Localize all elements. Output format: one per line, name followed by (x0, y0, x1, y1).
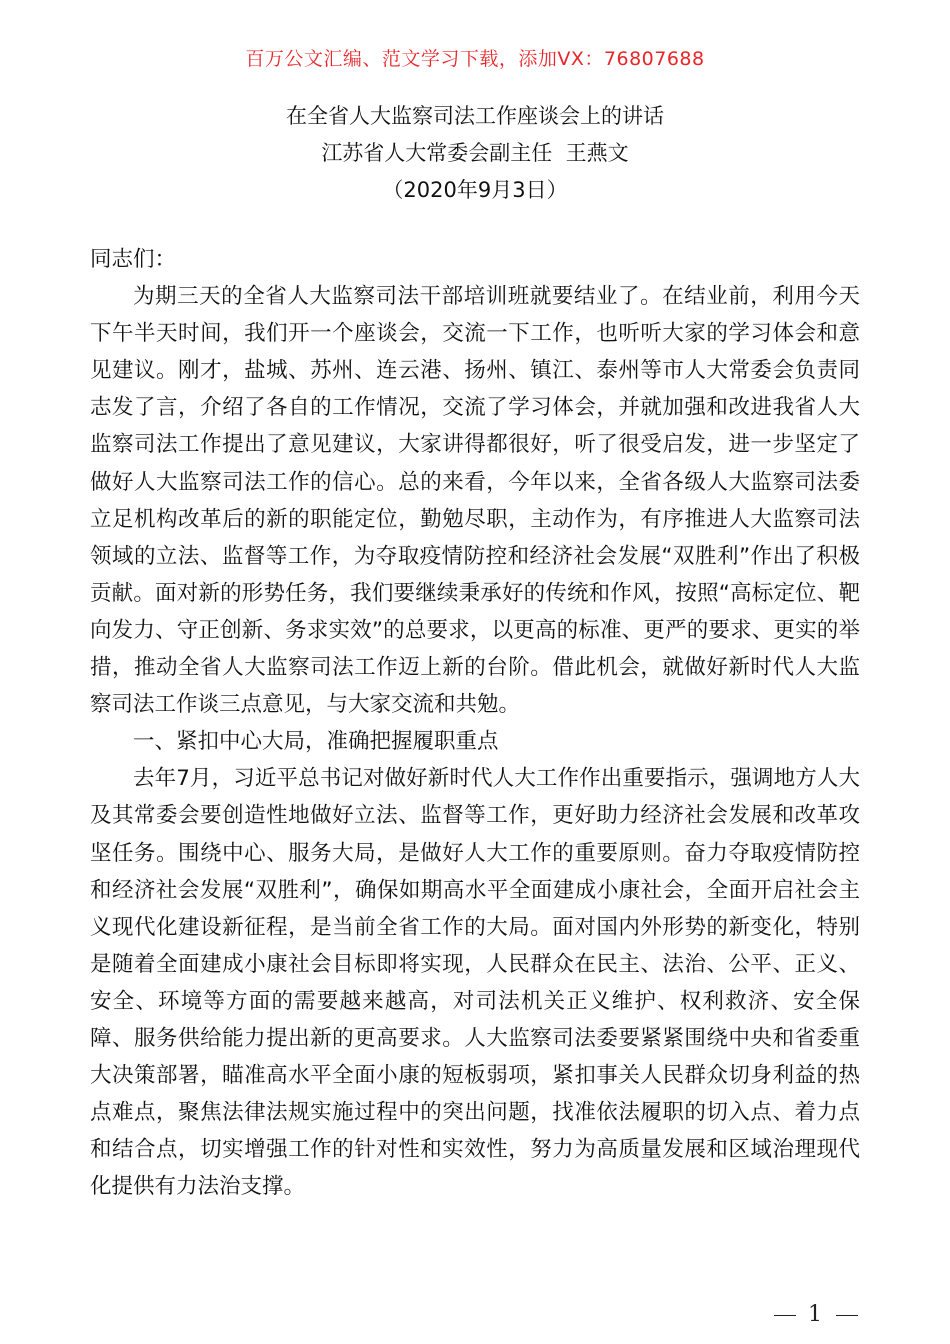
salutation: 同志们： (90, 247, 177, 272)
document-body (90, 241, 860, 1205)
paragraph: 为期三天的全省人大监察司法干部培训班就要结业了。在结业前，利用今天下午半天时间，我们开一个座谈会，交流一下工作，也听听大家的学习体会和意见建议。刚才，盐城、苏州、连云港、扬州、镇江、泰州等市人大常委会负责同志发了言，介绍了各自的工作情况，交流了学习体会，并就加强和改进我省人大监察司法工作提出了意见建议，大家讲得都很好，听了很受启发，进一步坚定了做好人大监察司法工作的信心。总的来看，今年以来，全省各级人大监察司法委立足机构改革后的新的职能定位，勤勉尽职，主动作为，有序推进人大监察司法领域的立法、监督等工作，为夺取疫情防控和经济社会发展“双胜利”作出了积极贡献。面对新的形势任务，我们要继续秉承好的传统和作风，按照“高标定位、靶向发力、守正创新、务求实效”的总要求，以更高的标准、更严的要求、更实的举措，推动全省人大监察司法工作迈上新的台阶。借此机会，就做好新时代人大监察司法工作谈三点意见，与大家交流和共勉。 (90, 284, 860, 718)
dash-left (774, 1315, 796, 1316)
watermark-banner: 百万公文汇编、范文学习下载，添加VX：76807688 (245, 48, 705, 70)
dash-right (836, 1315, 858, 1316)
date-line: （2020年9月3日） (382, 178, 568, 202)
title-block (0, 98, 950, 209)
document-title: 在全省人大监察司法工作座谈会上的讲话 (286, 104, 664, 128)
page-footer (762, 1302, 870, 1327)
author-line: 江苏省人大常委会副主任 王燕文 (321, 141, 629, 165)
paragraph: 去年7月，习近平总书记对做好新时代人大工作作出重要指示，强调地方人大及其常委会要创造性地做好立法、监督等工作，更好助力经济社会发展和改革攻坚任务。围绕中心、服务大局，是做好人大工作的重要原则。奋力夺取疫情防控和经济社会发展“双胜利”，确保如期高水平全面建成小康社会，全面开启社会主义现代化建设新征程，是当前全省工作的大局。面对国内外形势的新变化，特别是随着全面建成小康社会目标即将实现，人民群众在民主、法治、公平、正义、安全、环境等方面的需要越来越高，对司法机关正义维护、权利救济、安全保障、服务供给能力提出新的更高要求。人大监察司法委要紧紧围绕中央和省委重大决策部署，瞄准高水平全面小康的短板弱项，紧扣事关人民群众切身利益的热点难点，聚焦法律法规实施过程中的突出问题，找准依法履职的切入点、着力点和结合点，切实增强工作的针对性和实效性，努力为高质量发展和区域治理现代化提供有力法治支撑。 (90, 766, 860, 1200)
page-number: 1 (808, 1302, 824, 1327)
section-heading: 一、紧扣中心大局，准确把握履职重点 (133, 729, 499, 755)
